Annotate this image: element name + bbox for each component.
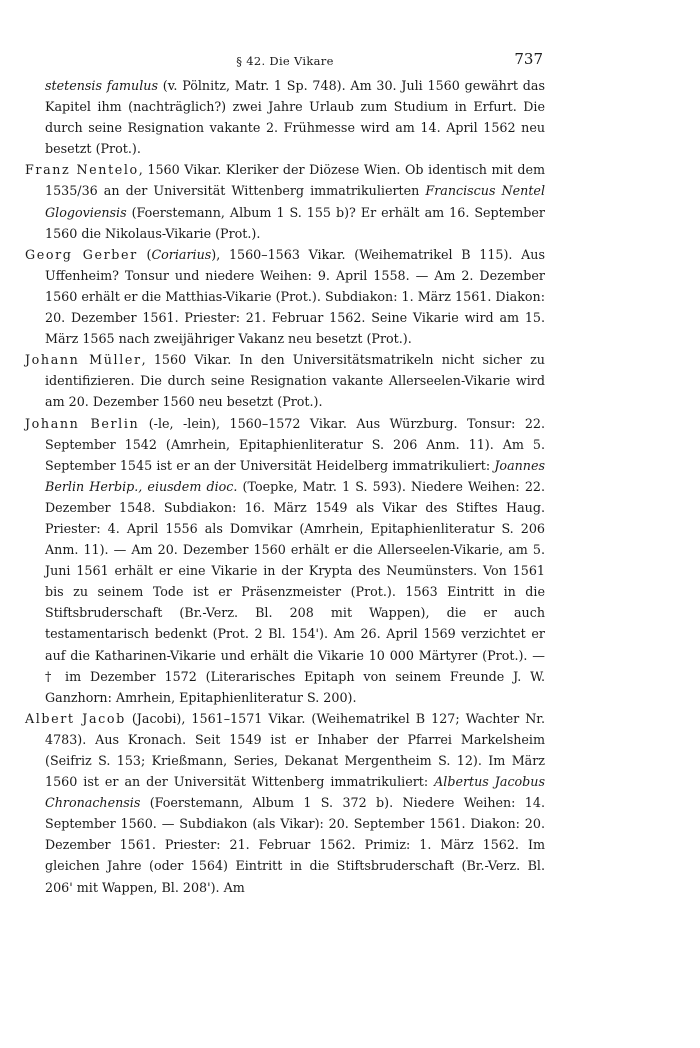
italic-citation: Albertus Jacobus Chronachensis <box>45 774 545 811</box>
entry-name: Georg Gerber <box>25 246 138 262</box>
entry-name: Johann Berlin <box>25 415 140 431</box>
entry-text: , 1560 Vikar. Kleriker der Diözese Wien. Ob identisch mit dem 1535/36 an der Universität Wittenberg immatrikulierten <box>45 162 545 199</box>
entry-text: (-le, -lein), 1560–1572 Vikar. Aus Würzburg. Tonsur: 22. September 1542 (Amrhein, Epitaphienliteratur S. 206 Anm. 11). Am 5. September 1545 ist er an der Universität Heidelberg immatrikuliert: <box>45 415 545 473</box>
entry-text: (Foerstemann, Album 1 S. 372 b). Niedere Weihen: 14. September 1560. — Subdiakon (als Vikar): 20. September 1561. Diakon: 20. Dezember 1561. Priester: 21. Februar 1562. Primiz: 1. März 1562. Im gleichen Jahre (oder 1564) Eintritt in die Stiftsbruderschaft (Br.-Verz. Bl. 206' mit Wappen, Bl. 208'). Am <box>45 795 545 895</box>
entry <box>25 349 545 412</box>
entry-name: Franz Nentelo <box>25 162 139 178</box>
entry-name: Albert Jacob <box>25 710 126 726</box>
entry-text: ), 1560–1563 Vikar. (Weihematrikel B 115). Aus Uffenheim? Tonsur und niedere Weihen: 9. April 1558. — Am 2. Dezember 1560 erhält er die Matthias-Vikarie (Prot.). Subdiakon: 1. März 1561. Diakon: 20. Dezember 1561. Priester: 21. Februar 1562. Seine Vikarie wird am 15. März 1565 nach zweijähriger Vakanz neu besetzt (Prot.). <box>45 246 545 347</box>
entry-text: ( <box>137 246 152 262</box>
entry-text: , 1560 Vikar. In den Universitätsmatrikeln nicht sicher zu identifizieren. Die durch seine Resignation vakante Allerseelen-Vikarie wird am 20. Dezember 1560 neu besetzt (Prot.). <box>45 352 545 410</box>
page-number: 737 <box>514 50 543 68</box>
entry-name: Johann Müller <box>25 352 142 368</box>
entry-text: (Foerstemann, Album 1 S. 155 b)? Er erhält am 16. September 1560 die Nikolaus-Vikarie (Prot.). <box>45 204 545 241</box>
entry <box>25 708 545 898</box>
entry <box>25 159 545 243</box>
italic-citation: stetensis famulus <box>45 78 158 93</box>
entry <box>25 413 545 708</box>
entry-text: (Toepke, Matr. 1 S. 593). Niedere Weihen: 22. Dezember 1548. Subdiakon: 16. März 1549 als Vikar des Stiftes Haug. Priester: 4. April 1556 als Domvikar (Amrhein, Epitaphienliteratur S. 206 Anm. 11). — Am 20. Dezember 1560 erhält er die Allerseelen-Vikarie, am 5. Juni 1561 erhält er eine Vikarie in der Krypta des Neumünsters. Von 1561 bis zu seinem Tode ist er Präsenzmeister (Prot.). 1563 Eintritt in die Stiftsbruderschaft (Br.-Verz. Bl. 208 mit Wappen), die er auch testamentarisch bedenkt (Prot. 2 Bl. 154'). Am 26. April 1569 verzichtet er auf die Katharinen-Vikarie und erhält die Vikarie 10 000 Märtyrer (Prot.). — † im Dezember 1572 (Literarisches Epitaph von seinem Freunde J. W. Ganzhorn: Amrhein, Epitaphienliteratur S. 200). <box>45 478 545 705</box>
entry-text: (Jacobi), 1561–1571 Vikar. (Weihematrikel B 127; Wachter Nr. 4783). Aus Kronach. Seit 1549 ist er Inhaber der Pfarrei Markelsheim (Seifriz S. 153; Krießmann, Series, Dekanat Mergentheim S. 12). Im März 1560 ist er an der Universität Wittenberg immatrikuliert: <box>45 710 546 790</box>
running-title: § 42. Die Vikare <box>236 54 334 68</box>
italic-citation: Coriarius <box>151 246 212 262</box>
entry <box>25 75 545 159</box>
entry <box>25 244 545 349</box>
running-header <box>25 50 545 72</box>
body-text <box>25 75 545 898</box>
italic-citation: Franciscus Nentel Glogoviensis <box>45 183 545 220</box>
italic-citation: Joannes Berlin Herbip., eiusdem dioc. <box>45 457 545 494</box>
entry-text: (v. Pölnitz, Matr. 1 Sp. 748). Am 30. Juli 1560 gewährt das Kapitel ihm (nachträglich?) zwei Jahre Urlaub zum Studium in Erfurt. Die durch seine Resignation vakante 2. Frühmesse wird am 14. April 1562 neu besetzt (Prot.). <box>45 78 545 157</box>
